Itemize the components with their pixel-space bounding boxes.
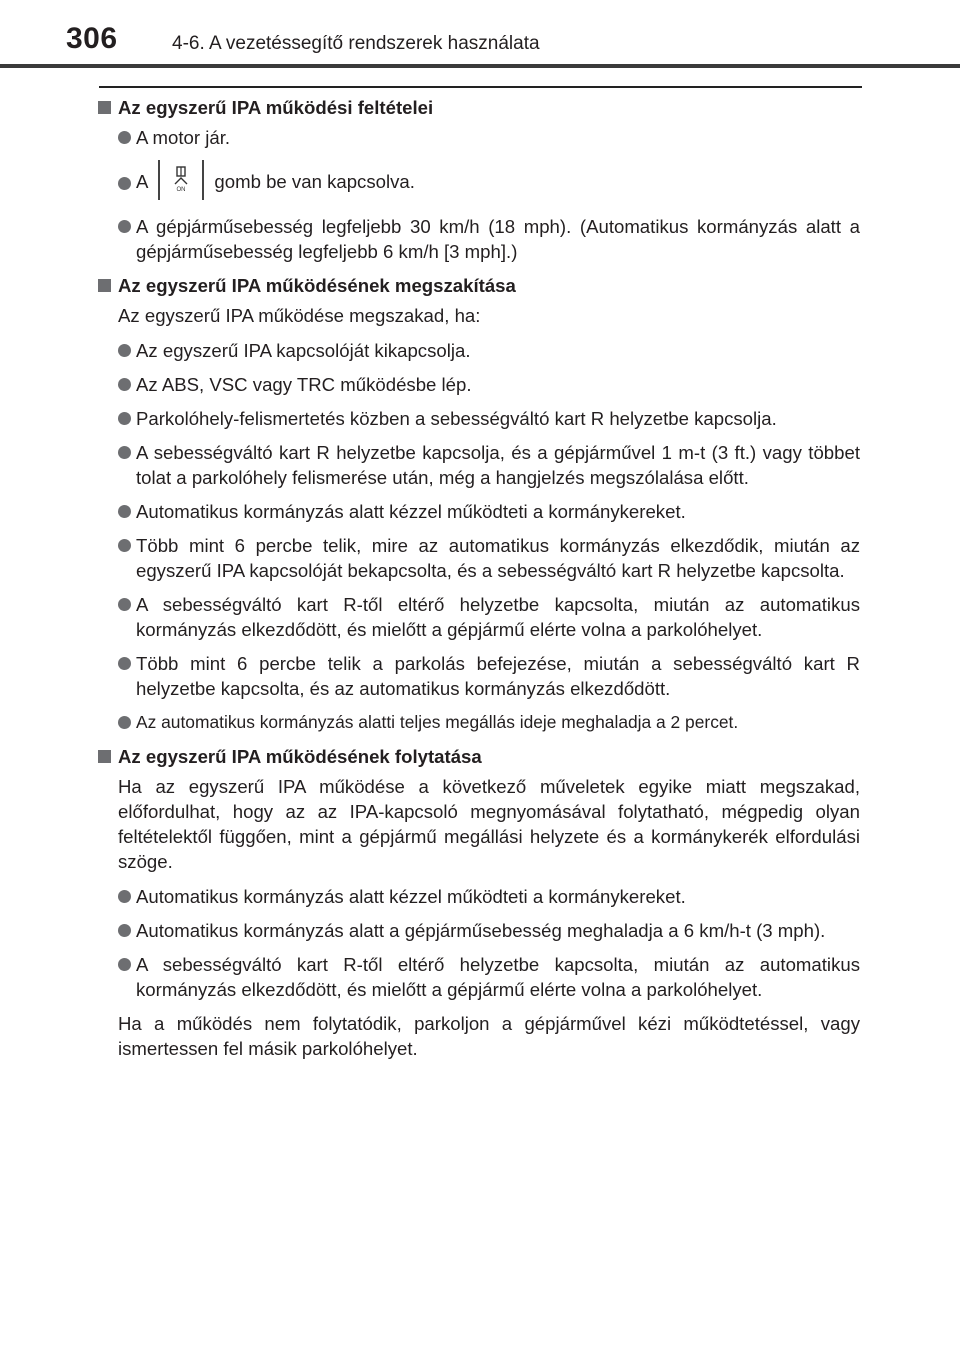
round-bullet-icon: [118, 598, 131, 611]
list-item: A motor jár.: [98, 125, 860, 150]
list-item: Az egyszerű IPA kapcsolóját kikapcsolja.: [98, 338, 860, 363]
list-item: Az automatikus kormányzás alatti teljes megállás ideje meghaladja a 2 percet.: [98, 710, 860, 735]
round-bullet-icon: [118, 344, 131, 357]
round-bullet-icon: [118, 446, 131, 459]
list-item: A sebességváltó kart R-től eltérő helyzetbe kapcsolta, miután az automatikus kormányzás elkezdődött, és mielőtt a gépjármű elérte volna a parkolóhelyet.: [98, 592, 860, 642]
paragraph: Az egyszerű IPA működése megszakad, ha:: [118, 305, 481, 326]
round-bullet-icon: [118, 378, 131, 391]
round-bullet-icon: [118, 924, 131, 937]
round-bullet-icon: [118, 716, 131, 729]
section-heading-interruption: [98, 273, 860, 298]
section-heading-conditions: [98, 95, 860, 120]
section-title: Az egyszerű IPA működési feltételei: [118, 97, 434, 118]
list-item: A gépjárműsebesség legfeljebb 30 km/h (18 mph). (Automatikus kormányzás alatt a gépjárműsebesség legfeljebb 6 km/h [3 mph].): [98, 214, 860, 264]
list-item: Automatikus kormányzás alatt a gépjárműsebesség meghaladja a 6 km/h-t (3 mph).: [98, 918, 860, 943]
round-bullet-icon: [118, 505, 131, 518]
list-item: A sebességváltó kart R helyzetbe kapcsolja, és a gépjárművel 1 m-t (3 ft.) vagy többet tolat a parkolóhely felismerése után, még a hangjelzés megszólalása előtt.: [98, 440, 860, 490]
round-bullet-icon: [118, 412, 131, 425]
content-top-rule: [99, 86, 862, 88]
section-title: Az egyszerű IPA működésének megszakítása: [118, 275, 516, 296]
section-heading-resume: [98, 744, 860, 769]
list-item: Több mint 6 percbe telik, mire az automatikus kormányzás elkezdődik, miután az egyszerű IPA kapcsolóját bekapcsolta, és a sebességváltó kart R helyzetbe kapcsolta.: [98, 533, 860, 583]
page-content: [98, 95, 860, 1071]
round-bullet-icon: [118, 177, 131, 190]
round-bullet-icon: [118, 539, 131, 552]
list-item: A sebességváltó kart R-től eltérő helyzetbe kapcsolta, miután az automatikus kormányzás elkezdődött, és mielőtt a gépjármű elérte volna a parkolóhelyet.: [98, 952, 860, 1002]
round-bullet-icon: [118, 958, 131, 971]
section-title: Az egyszerű IPA működésének folytatása: [118, 746, 482, 767]
paragraph: Ha az egyszerű IPA működése a következő műveletek egyike miatt megszakad, előfordulhat, hogy az az IPA-kapcsoló megnyomásával folytatható, mégpedig olyan feltételektől függően, mint a gépjármű megállási helyzete és a kormánykerék elfordulási szöge.: [118, 776, 860, 872]
list-item: Több mint 6 percbe telik a parkolás befejezése, miután a sebességváltó kart R helyzetbe kapcsolta, és az automatikus kormányzás elkezdődött.: [98, 651, 860, 701]
square-bullet-icon: [98, 750, 111, 763]
list-item: Parkolóhely-felismertetés közben a sebességváltó kart R helyzetbe kapcsolja.: [98, 406, 860, 431]
paragraph: Ha a működés nem folytatódik, parkoljon a gépjárművel kézi működtetéssel, vagy ismertessen fel másik parkolóhelyet.: [118, 1013, 860, 1059]
list-item: Automatikus kormányzás alatt kézzel működteti a kormánykereket.: [98, 499, 860, 524]
parking-assist-button-icon: [158, 160, 204, 200]
page-number: 306: [66, 22, 118, 55]
chapter-title: 4-6. A vezetéssegítő rendszerek használata: [172, 33, 540, 54]
round-bullet-icon: [118, 220, 131, 233]
list-item: A ON gomb be van kapcsolva.: [98, 163, 860, 203]
svg-text:ON: ON: [176, 187, 186, 192]
round-bullet-icon: [118, 890, 131, 903]
list-item: Automatikus kormányzás alatt kézzel működteti a kormánykereket.: [98, 884, 860, 909]
list-item: Az ABS, VSC vagy TRC működésbe lép.: [98, 372, 860, 397]
round-bullet-icon: [118, 657, 131, 670]
header-divider: [0, 64, 960, 68]
round-bullet-icon: [118, 131, 131, 144]
square-bullet-icon: [98, 101, 111, 114]
square-bullet-icon: [98, 279, 111, 292]
